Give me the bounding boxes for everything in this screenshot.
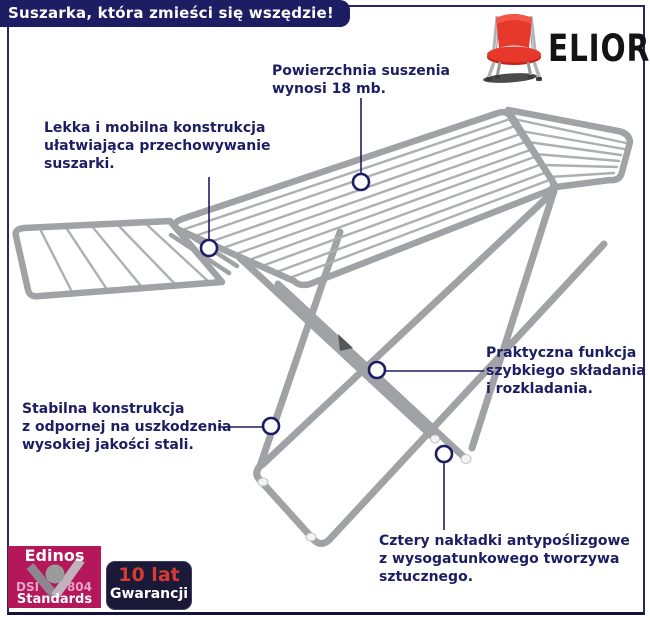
warranty-years: 10 lat	[118, 564, 180, 586]
callout-line: Praktyczna funkcja	[486, 345, 637, 361]
edinos-dsi: DSI	[16, 580, 40, 594]
callout-line: Stabilna konstrukcja	[22, 401, 185, 417]
callout-marker-antislip-caps	[436, 446, 452, 462]
callout-marker-light-mobile	[201, 240, 217, 256]
banner-text: Suszarka, która zmieści się wszędzie!	[8, 4, 334, 22]
edinos-804: 804	[66, 580, 92, 594]
callout-antislip-caps	[379, 532, 630, 586]
brand-logo	[480, 6, 650, 86]
callout-drying-area	[272, 62, 450, 98]
callout-line: suszarki.	[44, 156, 115, 172]
edinos-name: Edinos	[24, 546, 85, 565]
callout-marker-stable-steel	[263, 418, 279, 434]
edinos-standards: Standards	[16, 592, 93, 607]
callout-marker-drying-area	[353, 174, 369, 190]
callout-stable-steel	[22, 400, 232, 454]
callout-line: z wysogatunkowego tworzywa	[379, 551, 620, 567]
callout-line: ułatwiająca przechowywanie	[44, 138, 271, 154]
callout-marker-fold-function	[369, 362, 385, 378]
callout-line: Powierzchnia suszenia	[272, 63, 451, 79]
callout-line: Cztery nakładki antypoślizgowe	[379, 533, 630, 549]
callout-line: z odpornej na uszkodzenia	[22, 419, 232, 435]
callout-fold-function	[486, 344, 646, 398]
edinos-standards-badge	[8, 546, 101, 608]
callout-line: wysokiej jakości stali.	[22, 437, 194, 453]
warranty-label: Gwarancji	[109, 586, 189, 602]
callout-line: Lekka i mobilna konstrukcja	[44, 120, 266, 136]
chair-icon	[480, 6, 548, 86]
callout-light-mobile	[44, 119, 271, 173]
callout-line: szybkiego składania	[486, 363, 646, 379]
brand-name: ELIOR	[548, 27, 650, 70]
banner	[0, 0, 350, 27]
callout-line: wynosi 18 mb.	[272, 81, 386, 97]
callout-line: sztucznego.	[379, 569, 474, 585]
callout-line: i rozkladania.	[486, 381, 593, 397]
warranty-badge	[106, 561, 192, 610]
